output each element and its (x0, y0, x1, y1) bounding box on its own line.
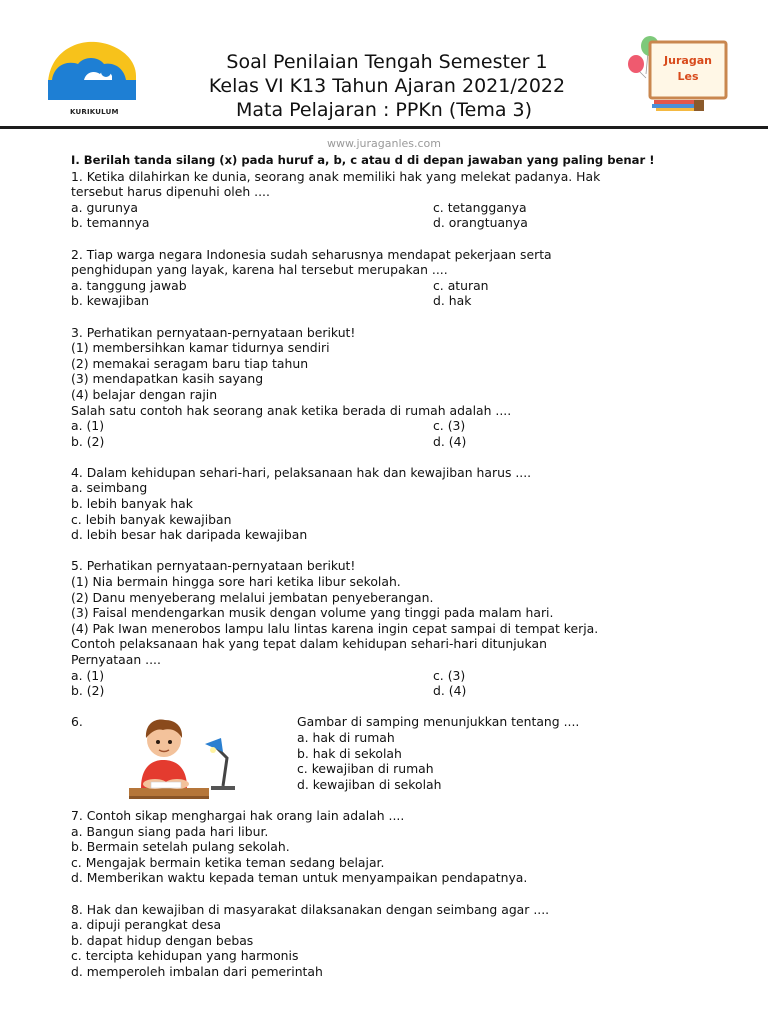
option-a: a. dipuji perangkat desa (71, 917, 222, 933)
option-d: d. orangtuanya (433, 215, 528, 231)
statement-line: (3) mendapatkan kasih sayang (71, 371, 264, 387)
boy-studying-illustration (127, 712, 247, 804)
option-a: a. Bangun siang pada hari libur. (71, 823, 269, 839)
option-a: a. seimbang (71, 480, 148, 496)
option-a: a. hak di rumah (297, 729, 395, 745)
les-logo-text: Les (677, 70, 699, 83)
question-list (71, 153, 671, 980)
option-a: a. tanggung jawab (71, 277, 187, 293)
title-line-2: Kelas VI K13 Tahun Ajaran 2021/2022 (208, 75, 566, 97)
question-line: 4. Dalam kehidupan sehari-hari, pelaksanaan hak dan kewajiban harus .... (71, 464, 532, 480)
option-c: c. (3) (433, 667, 466, 683)
juragan-les-logo (624, 34, 734, 112)
option-b: b. hak di sekolah (297, 745, 402, 761)
option-d: d. hak (433, 293, 472, 309)
statement-line: (2) Danu menyeberang melalui jembatan penyeberangan. (71, 589, 434, 605)
question-line: 8. Hak dan kewajiban di masyarakat dilaksanakan dengan seimbang agar .... (71, 901, 550, 917)
option-row (71, 668, 671, 684)
option-c: c. Mengajak bermain ketika teman sedang belajar. (71, 854, 385, 870)
option-row (71, 683, 671, 699)
question-line: Gambar di samping menunjukkan tentang .... (297, 714, 580, 730)
option-b: b. temannya (71, 215, 150, 231)
question-6 (71, 714, 671, 792)
question-5 (71, 558, 671, 698)
question-2 (71, 247, 671, 309)
title-line-1: Soal Penilaian Tengah Semester 1 (226, 51, 548, 73)
option-b: b. (2) (71, 433, 105, 449)
title-line-3: Mata Pelajaran : PPKn (Tema 3) (235, 99, 533, 121)
question-line: Pernyataan .... (71, 652, 161, 667)
question-6-text (297, 714, 579, 792)
option-d: d. lebih besar hak daripada kewajiban (71, 527, 308, 543)
question-3 (71, 325, 671, 450)
juragan-logo-text: Juragan (664, 54, 712, 67)
left-logo-text: KURIKULUM (70, 108, 119, 116)
option-b: b. kewajiban (71, 293, 150, 309)
option-row (71, 434, 671, 450)
option-d: d. Memberikan waktu kepada teman untuk menyampaikan pendapatnya. (71, 870, 528, 886)
option-row (71, 278, 671, 294)
question-line: Contoh pelaksanaan hak yang tepat dalam kehidupan sehari-hari ditunjukan (71, 636, 547, 652)
option-b: b. lebih banyak hak (71, 496, 193, 512)
option-d: d. memperoleh imbalan dari pemerintah (71, 963, 323, 979)
option-a: a. gurunya (71, 199, 138, 215)
option-b: b. (2) (71, 683, 105, 699)
statement-line: (1) membersihkan kamar tidurnya sendiri (71, 340, 330, 356)
question-line: 1. Ketika dilahirkan ke dunia, seorang anak memiliki hak yang melekat padanya. Hak (71, 168, 601, 184)
question-line: tersebut harus dipenuhi oleh .... (71, 184, 270, 200)
statement-line: (4) Pak Iwan menerobos lampu lalu lintas karena ingin cepat sampai di tempat kerja. (71, 620, 599, 636)
statement-line: (2) memakai seragam baru tiap tahun (71, 355, 309, 371)
option-c: c. tetangganya (433, 199, 527, 215)
option-b: b. dapat hidup dengan bebas (71, 932, 254, 948)
option-d: d. kewajiban di sekolah (297, 776, 442, 792)
question-1 (71, 169, 671, 231)
option-a: a. (1) (71, 418, 105, 434)
option-a: a. (1) (71, 667, 105, 683)
option-c: c. (3) (433, 418, 466, 434)
question-line: Salah satu contoh hak seorang anak ketika berada di rumah adalah .... (71, 402, 512, 418)
option-row (71, 418, 671, 434)
header-divider (0, 126, 768, 129)
option-c: c. lebih banyak kewajiban (71, 511, 232, 527)
option-d: d. (4) (433, 683, 467, 699)
question-7 (71, 808, 671, 886)
option-row (71, 215, 671, 231)
statement-line: (1) Nia bermain hingga sore hari ketika libur sekolah. (71, 574, 401, 590)
instruction-text: I. Berilah tanda silang (x) pada huruf a, b, c atau d di depan jawaban yang paling benar ! (71, 153, 655, 167)
option-row (71, 200, 671, 216)
option-c: c. aturan (433, 277, 489, 293)
question-number: 6. (71, 714, 83, 730)
website-url: www.juraganles.com (326, 137, 441, 150)
question-line: 7. Contoh sikap menghargai hak orang lain adalah .... (71, 807, 405, 823)
option-c: c. kewajiban di rumah (297, 761, 434, 777)
statement-line: (3) Faisal mendengarkan musik dengan volume yang tinggi pada malam hari. (71, 605, 554, 621)
question-8 (71, 902, 671, 980)
option-row (71, 293, 671, 309)
question-line: 5. Perhatikan pernyataan-pernyataan berikut! (71, 558, 356, 574)
question-line: penghidupan yang layak, karena hal tersebut merupakan .... (71, 262, 448, 278)
option-d: d. (4) (433, 433, 467, 449)
statement-line: (4) belajar dengan rajin (71, 386, 218, 402)
question-line: 2. Tiap warga negara Indonesia sudah seharusnya mendapat pekerjaan serta (71, 246, 552, 262)
option-c: c. tercipta kehidupan yang harmonis (71, 948, 299, 964)
question-line: 3. Perhatikan pernyataan-pernyataan berikut! (71, 324, 356, 340)
question-4 (71, 465, 671, 543)
option-b: b. Bermain setelah pulang sekolah. (71, 839, 290, 855)
